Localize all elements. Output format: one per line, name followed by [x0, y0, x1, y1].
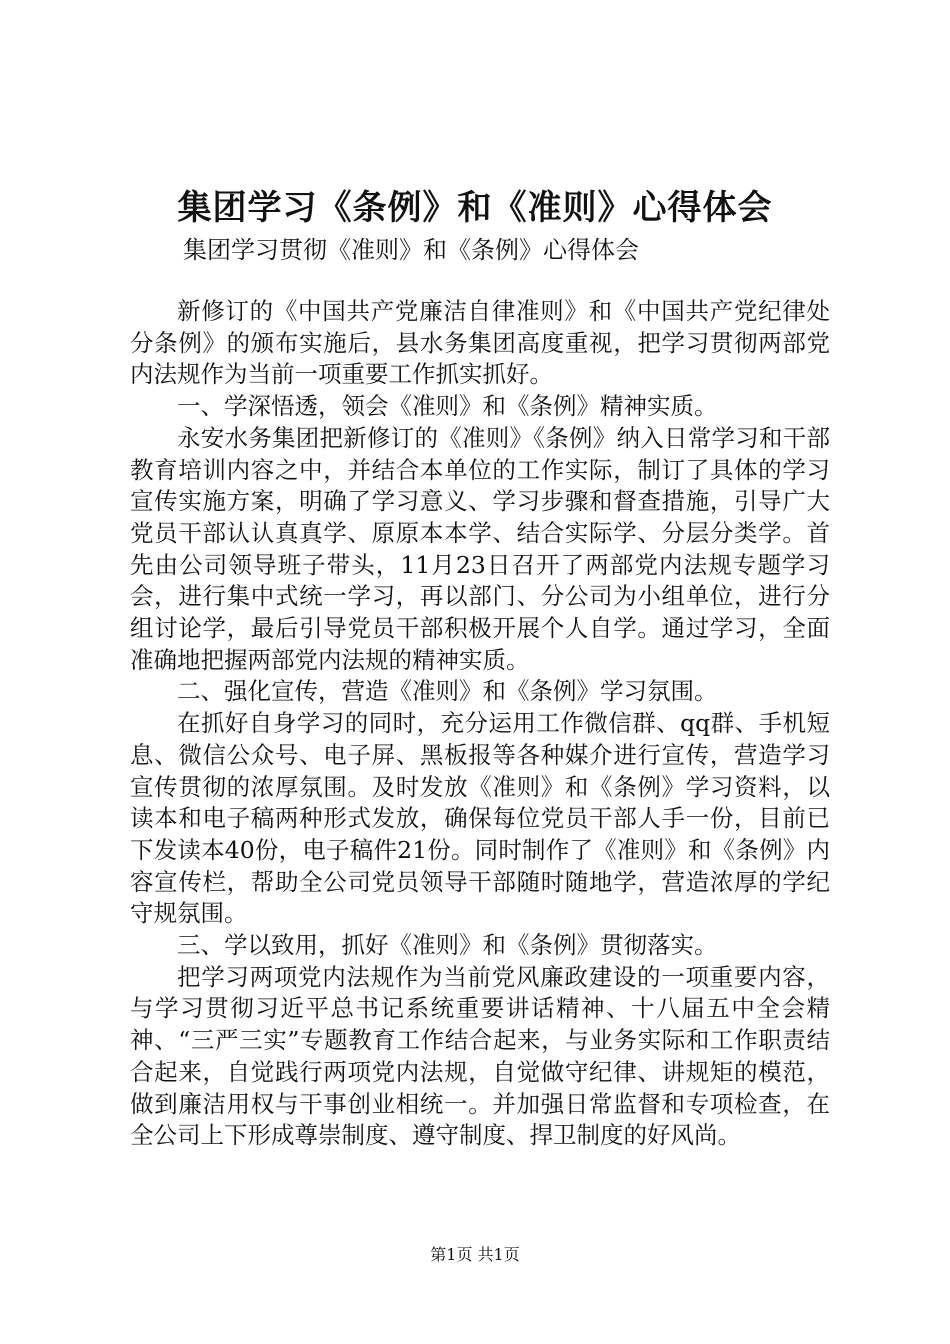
document-title: 集团学习《条例》和《准则》心得体会: [177, 188, 773, 228]
section-paragraph-3: 把学习两项党内法规作为当前党风廉政建设的一项重要内容，与学习贯彻习近平总书记系统重要讲话精神、十八届五中全会精神、“三严三实”专题教育工作结合起来，与业务实际和工作职责结合起来，自觉践行两项党内法规，自觉做守纪律、讲规矩的模范，做到廉洁用权与干事创业相统一。并加强日常监督和专项检查，在全公司上下形成尊崇制度、遵守制度、捍卫制度的好风尚。: [130, 962, 830, 1150]
document-body: [130, 296, 830, 1152]
section-heading-2: 二、强化宣传，营造《准则》和《条例》学习氛围。: [177, 677, 718, 706]
page-footer: 第1页 共1页: [430, 1245, 520, 1264]
section-heading-3: 三、学以致用，抓好《准则》和《条例》贯彻落实。: [177, 931, 718, 960]
intro-paragraph: 新修订的《中国共产党廉洁自律准则》和《中国共产党纪律处分条例》的颁布实施后，县水务集团高度重视，把学习贯彻两部党内法规作为当前一项重要工作抓实抓好。: [130, 297, 830, 389]
section-heading-1: 一、学深悟透，领会《准则》和《条例》精神实质。: [177, 392, 718, 421]
section-paragraph-2: 在抓好自身学习的同时，充分运用工作微信群、qq群、手机短息、微信公众号、电子屏、黑板报等各种媒介进行宣传，营造学习宣传贯彻的浓厚氛围。及时发放《准则》和《条例》学习资料，以读本和电子稿两种形式发放，确保每位党员干部人手一份，目前已下发读本40份，电子稿件21份。同时制作了《准则》和《条例》内容宣传栏，帮助全公司党员领导干部随时随地学，营造浓厚的学纪守规氛围。: [130, 709, 830, 928]
document-subtitle: 集团学习贯彻《准则》和《条例》心得体会: [183, 236, 639, 264]
section-paragraph-1: 永安水务集团把新修订的《准则》《条例》纳入日常学习和干部教育培训内容之中，并结合本单位的工作实际，制订了具体的学习宣传实施方案，明确了学习意义、学习步骤和督查措施，引导广大党员干部认认真真学、原原本本学、结合实际学、分层分类学。首先由公司领导班子带头，11月23日召开了两部党内法规专题学习会，进行集中式统一学习，再以部门、分公司为小组单位，进行分组讨论学，最后引导党员干部积极开展个人自学。通过学习，全面准确地把握两部党内法规的精神实质。: [130, 423, 830, 674]
